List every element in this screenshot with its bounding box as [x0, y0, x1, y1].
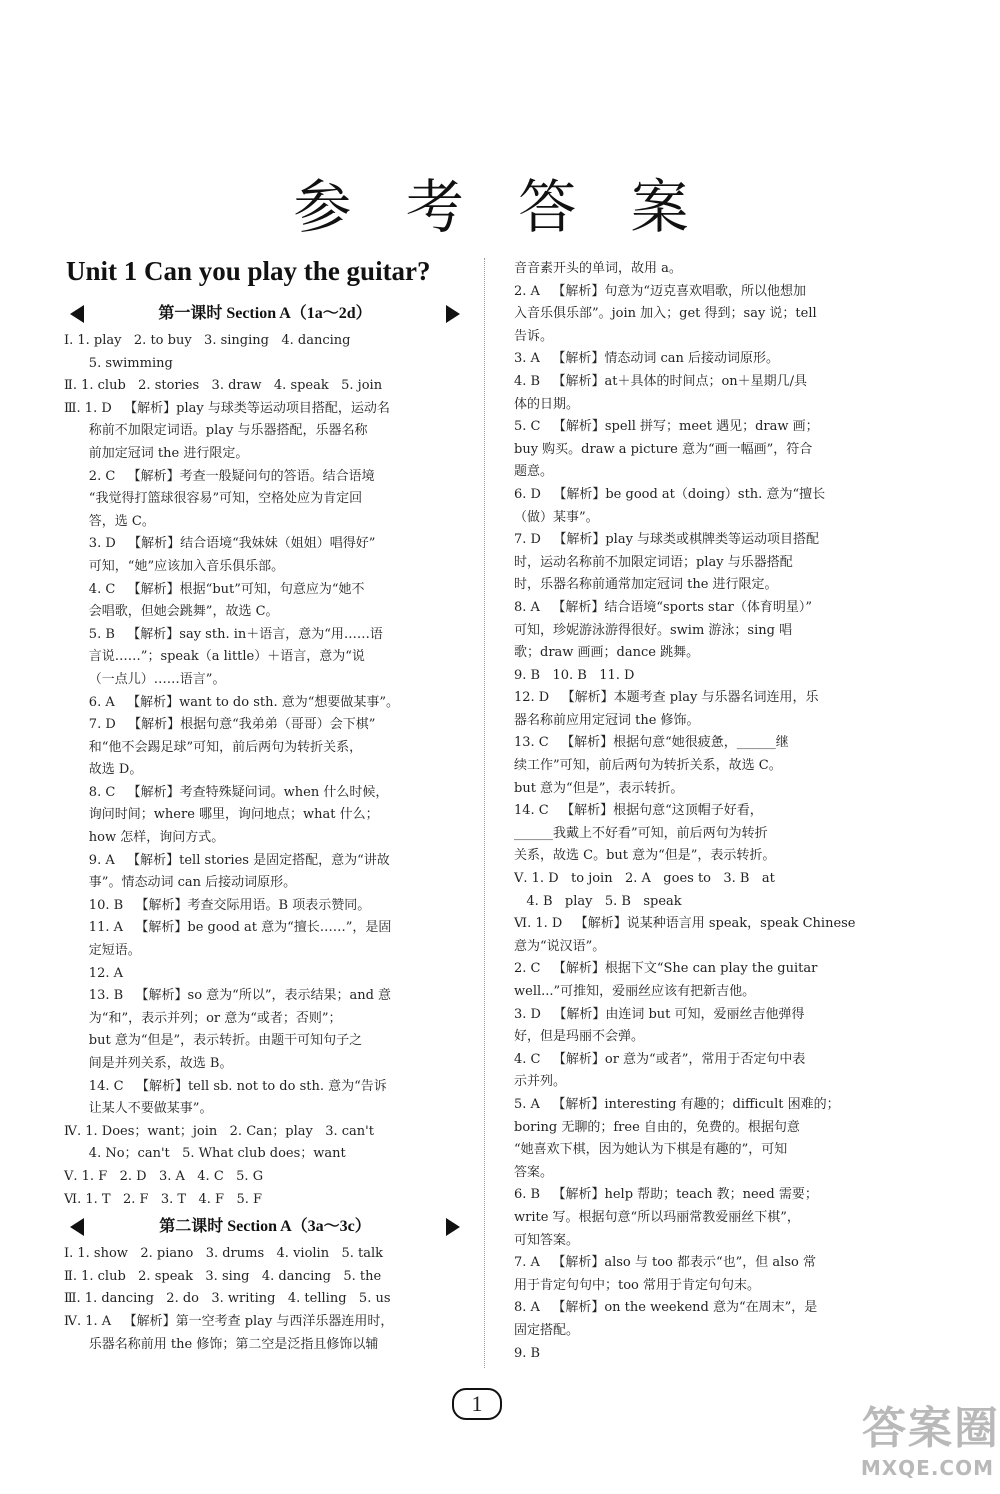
answer-line: Ⅵ. 1. D 【解析】说某种语言用 speak，speak Chinese — [514, 916, 856, 932]
answer-line: Ⅲ. 1. dancing 2. do 3. writing 4. telling 5. us — [64, 1291, 391, 1307]
answer-line: “我觉得打篮球很容易”可知，空格处应为肯定回 — [64, 491, 363, 507]
answer-line: write 写。根据句意“所以玛丽常教爱丽丝下棋”， — [514, 1209, 800, 1225]
answer-line: 言说……”；speak（a little）＋语言，意为“说 — [64, 649, 365, 665]
answer-line: 6. B 【解析】help 帮助；teach 教；need 需要； — [514, 1187, 818, 1203]
answer-line: boring 无聊的；free 自由的，免费的。根据句意 — [514, 1119, 800, 1135]
arrow-right-icon — [446, 305, 460, 323]
answer-line: 8. A 【解析】on the weekend 意为“在周末”，是 — [514, 1300, 818, 1316]
answer-line: （一点儿）……语言”。 — [64, 671, 226, 687]
answer-line: 5. C 【解析】spell 拼写；meet 遇见；draw 画； — [514, 419, 819, 435]
answer-line: Ⅵ. 1. T 2. F 3. T 4. F 5. F — [64, 1191, 263, 1207]
answer-line: 10. B 【解析】考查交际用语。B 项表示赞同。 — [64, 897, 371, 913]
watermark-url: MXQE.COM — [860, 1456, 994, 1480]
answer-line: 5. swimming — [64, 355, 173, 371]
arrow-right-icon — [446, 1218, 460, 1236]
answers-lesson-1 — [64, 330, 466, 1211]
answer-line: Ⅱ. 1. club 2. stories 3. draw 4. speak 5. join — [64, 378, 383, 394]
answer-line: 2. A 【解析】句意为“迈克喜欢唱歌，所以他想加 — [514, 283, 806, 299]
answer-line: 4. B play 5. B speak — [514, 893, 682, 909]
answer-line: 歌；draw 画画；dance 跳舞。 — [514, 645, 700, 661]
answer-line: Ⅰ. 1. play 2. to buy 3. singing 4. dancing — [64, 333, 351, 348]
answer-line: 6. D 【解析】be good at（doing）sth. 意为“擅长 — [514, 486, 826, 502]
answer-line: but 意为“但是”，表示转折。 — [514, 780, 684, 796]
watermark-logo-text: 答案圈 — [862, 1403, 1000, 1454]
answer-line: 6. A 【解析】want to do sth. 意为“想要做某事”。 — [64, 694, 400, 710]
watermark-logo — [812, 1392, 1000, 1492]
answer-line: 事”。情态动词 can 后接动词原形。 — [64, 875, 297, 891]
answer-line: Ⅱ. 1. club 2. speak 3. sing 4. dancing 5. the — [64, 1268, 382, 1284]
answer-line: 3. D 【解析】结合语境“我妹妹（姐姐）唱得好” — [64, 536, 376, 552]
answer-line: 前加定冠词 the 进行限定。 — [64, 445, 249, 461]
answer-line: （做）某事”。 — [514, 509, 599, 525]
answer-line: 会唱歌，但她会跳舞”，故选 C。 — [64, 604, 279, 620]
answer-line: Ⅳ. 1. A 【解析】第一空考查 play 与西洋乐器连用时， — [64, 1313, 394, 1329]
answer-line: 故选 D。 — [64, 762, 143, 778]
answer-line: 12. D 【解析】本题考查 play 与乐器名词连用，乐 — [514, 690, 819, 706]
answer-line: Ⅳ. 1. Does；want；join 2. Can；play 3. can't — [64, 1123, 374, 1139]
answer-line: 9. A 【解析】tell stories 是固定搭配，意为“讲故 — [64, 852, 390, 868]
answer-line: 13. C 【解析】根据句意“她很疲惫，______继 — [514, 735, 789, 751]
answer-line: 9. B — [514, 1345, 541, 1361]
answer-line: 意为“说汉语”。 — [514, 938, 606, 954]
answer-line: 5. A 【解析】interesting 有趣的；difficult 困难的； — [514, 1096, 840, 1112]
lesson-title: 第二课时 Section A（3a～3c） — [159, 1217, 371, 1235]
answer-line: 示并列。 — [514, 1074, 567, 1090]
answer-line: 为“和”，表示并列；or 意为“或者；否则”； — [64, 1010, 342, 1026]
answer-line: 2. C 【解析】考查一般疑问句的答语。结合语境 — [64, 468, 375, 484]
answer-line: how 怎样，询问方式。 — [64, 830, 225, 846]
answer-line: 入音乐俱乐部”。join 加入；get 得到；say 说；tell — [514, 306, 817, 322]
answer-line: 7. D 【解析】根据句意“我弟弟（哥哥）会下棋” — [64, 717, 376, 733]
answer-line: ______我戴上不好看”可知，前后两句为转折 — [514, 825, 768, 841]
answer-line: 14. C 【解析】根据句意“这顶帽子好看， — [514, 803, 763, 819]
answer-line: 音音素开头的单词，故用 a。 — [514, 261, 682, 276]
answer-line: 13. B 【解析】so 意为“所以”，表示结果；and 意 — [64, 988, 392, 1004]
answer-line: 器名称前应用定冠词 the 修饰。 — [514, 712, 700, 728]
arrow-left-icon — [70, 1218, 84, 1236]
answer-line: Ⅲ. 1. D 【解析】play 与球类等运动项目搭配，运动名 — [64, 400, 390, 416]
answer-line: 询问时间；where 哪里，询问地点；what 什么； — [64, 807, 379, 823]
answer-line: Ⅴ. 1. F 2. D 3. A 4. C 5. G — [64, 1168, 264, 1184]
answer-line: 9. B 10. B 11. D — [514, 667, 635, 683]
answer-line: 时，运动名称前不加限定词语；play 与乐器搭配 — [514, 554, 793, 570]
answer-line: 称前不加限定词语。play 与乐器搭配，乐器名称 — [64, 423, 368, 439]
answer-line: 5. B 【解析】say sth. in＋语言，意为“用……语 — [64, 626, 383, 642]
answer-line: 7. D 【解析】play 与球类或棋牌类等运动项目搭配 — [514, 532, 820, 548]
page-title: 参 考 答 案 — [293, 173, 707, 241]
answer-line: 4. No；can't 5. What club does；want — [64, 1146, 346, 1162]
answer-line: 时，乐器名称前通常加定冠词 the 进行限定。 — [514, 577, 778, 593]
answer-line: 14. C 【解析】tell sb. not to do sth. 意为“告诉 — [64, 1078, 387, 1094]
answer-line: 4. C 【解析】根据“but”可知，句意应为“她不 — [64, 581, 365, 597]
answer-line: 好，但是玛丽不会弹。 — [514, 1029, 645, 1045]
answer-line: 和“他不会踢足球”可知，前后两句为转折关系， — [64, 739, 363, 755]
answer-line: Ⅰ. 1. show 2. piano 3. drums 4. violin 5. talk — [64, 1246, 384, 1262]
answer-line: 4. C 【解析】or 意为“或者”，常用于否定句中表 — [514, 1051, 806, 1067]
answer-line: 3. D 【解析】由连词 but 可知，爱丽丝吉他弹得 — [514, 1006, 805, 1022]
lesson-heading-2 — [64, 1213, 466, 1241]
right-column — [514, 258, 888, 1365]
answer-line: 续工作”可知，前后两句为转折关系，故选 C。 — [514, 758, 782, 774]
answer-line: but 意为“但是”，表示转折。由题干可知句子之 — [64, 1033, 363, 1049]
lesson-title: 第一课时 Section A（1a～2d） — [158, 304, 372, 322]
answer-line: 乐器名称前用 the 修饰；第二空是泛指且修饰以辅 — [64, 1336, 379, 1352]
answer-line: 定短语。 — [64, 943, 141, 959]
answer-line: 4. B 【解析】at＋具体的时间点；on＋星期几/具 — [514, 373, 808, 389]
answer-line: “她喜欢下棋，因为她认为下棋是有趣的”，可知 — [514, 1142, 788, 1158]
answer-line: well...”可推知，爱丽丝应该有把新吉他。 — [514, 984, 756, 999]
answers-lesson-2 — [64, 1243, 466, 1356]
answer-line: 体的日期。 — [514, 396, 580, 412]
answer-line: 2. C 【解析】根据下文“She can play the guitar — [514, 961, 818, 977]
left-column — [64, 300, 466, 1356]
answer-line: 7. A 【解析】also 与 too 都表示“也”，但 also 常 — [514, 1255, 816, 1271]
answer-line: 8. C 【解析】考查特殊疑问词。when 什么时候， — [64, 784, 389, 800]
answer-line: 告诉。 — [514, 328, 554, 344]
answer-line: 间是并列关系，故选 B。 — [64, 1056, 233, 1071]
column-divider — [484, 258, 485, 1368]
answer-line: 11. A 【解析】be good at 意为“擅长……”，是固 — [64, 920, 392, 936]
answer-line: Ⅴ. 1. D to join 2. A goes to 3. B at — [514, 871, 775, 887]
answer-line: 让某人不要做某事”。 — [64, 1101, 213, 1117]
answer-line: 题意。 — [514, 464, 554, 480]
answer-line: 答，选 C。 — [64, 513, 155, 529]
answer-line: buy 购买。draw a picture 意为“画一幅画”，符合 — [514, 441, 813, 457]
answer-line: 答案。 — [514, 1164, 554, 1180]
answer-line: 12. A — [64, 965, 123, 981]
answer-line: 关系，故选 C。but 意为“但是”，表示转折。 — [514, 848, 776, 864]
answer-line: 8. A 【解析】结合语境“sports star（体育明星）” — [514, 599, 813, 615]
answer-line: 可知，珍妮游泳游得很好。swim 游泳；sing 唱 — [514, 622, 793, 638]
unit-heading: Unit 1 Can you play the guitar? — [66, 256, 431, 286]
lesson-heading-1 — [64, 300, 466, 328]
answer-line: 用于肯定句句中；too 常用于肯定句句末。 — [514, 1277, 761, 1293]
answer-line: 3. A 【解析】情态动词 can 后接动词原形。 — [514, 351, 779, 367]
answer-line: 可知答案。 — [514, 1232, 580, 1248]
arrow-left-icon — [70, 305, 84, 323]
page-number: 1 — [452, 1388, 502, 1420]
answer-line: 固定搭配。 — [514, 1322, 580, 1338]
answer-line: 可知，“她”应该加入音乐俱乐部。 — [64, 558, 285, 574]
